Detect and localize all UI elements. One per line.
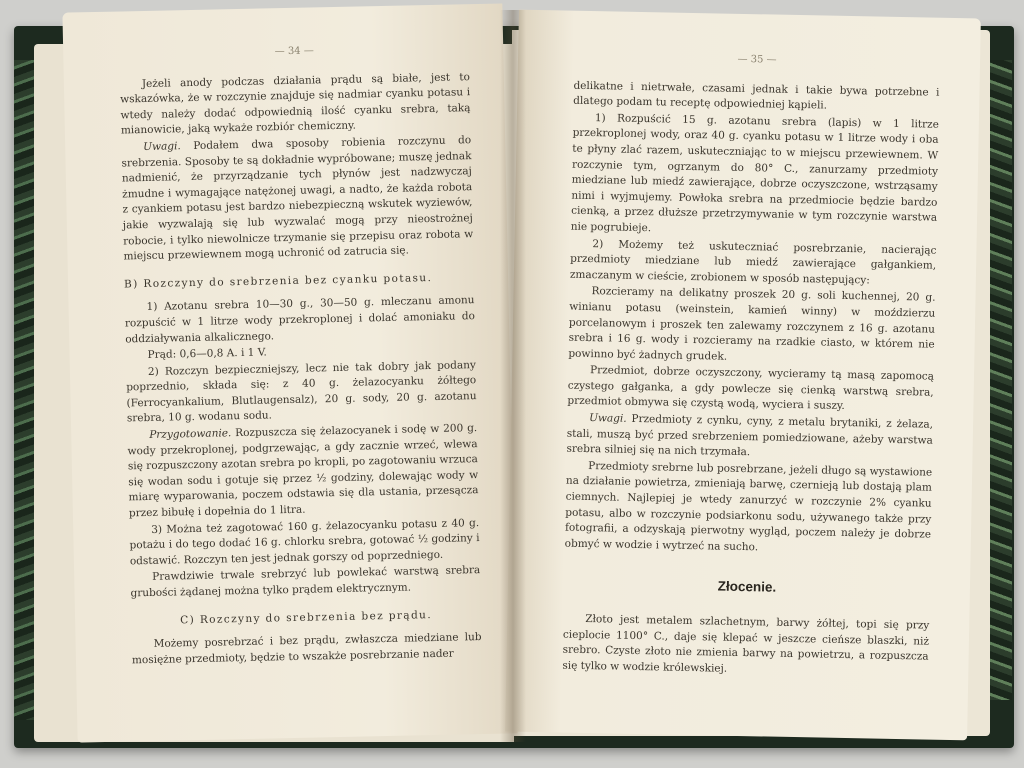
section-title-zlocenie: Złocenie.	[717, 578, 777, 596]
page-number-left: — 34 —	[274, 45, 314, 58]
paragraph: Rozcieramy na delikatny proszek 20 g. soli kuchennej, 20 g. winianu potasu (weinstein, kamień winny) w moździerzu porcelanowym i proszek ten zalewamy rozczynem z 16 g. azotanu srebra i 16 g. wody i rozcieramy na rzadkie ciasto, w którem nie powinno być żadnych grudek.	[568, 285, 936, 363]
paragraph: Przedmioty srebrne lub posrebrzane, jeżeli długo są wystawione na działanie powietrza, zmieniają barwę, czernieją lub dostają plam ciemnych. Najlepiej je wtedy zanurzyć w rozczynie 2% cyanku potasu, albo w rozczynie podsiarkonu sodu, używanego także przy fotografii, a odzyskają pierwotny wygląd, poczem należy je dobrze obmyć w wodzie i wytrzeć na sucho.	[564, 459, 933, 554]
paragraph: 2) Możemy też uskuteczniać posrebrzanie, nacierając przedmioty miedziane lub miedź zawierające gałgankiem, zmaczanym w cieście, zrobionem w sposób następujący:	[569, 237, 937, 287]
paragraph-text: Podałem dwa sposoby robienia rozczynu do srebrzenia. Sposoby te są dokładnie wypróbowane; muszę jednak nadmienić, że przyrządzanie tych płynów jest nadzwyczaj żmudne i wymagające natężonej uwagi, a nadto, że każda robota z cyankiem potasu jest bardzo niebezpieczną wskutek wyziewów, jakie wyzwalają się lub wyzwalać mogą przy nieostrożnej robocie, i tylko niewolnicze trzymanie się przepisu oraz robota w miejscu przewiewnem mogą uchronić od zatrucia się.	[121, 134, 474, 263]
section-heading-b-text: B) Rozczyny do srebrzenia bez cyanku potasu.	[123, 271, 433, 291]
paragraph	[121, 133, 474, 265]
paragraph: delikatne i nietrwałe, czasami jednak i takie bywa potrzebne i dlatego podam tu receptę odpowiedniej kąpieli.	[573, 79, 940, 112]
paragraph: Przedmiot, dobrze oczyszczony, wycieramy tą masą zapomocą czystego gałganka, a gdy powlecze się cienką warstwą srebra, przedmiot obmywa się czystą wodą, wyciera i suszy.	[567, 364, 935, 413]
paragraph: Prąd: 0,6—0,8 A. i 1 V.	[147, 346, 267, 362]
label-przygotowanie: Przygotowanie.	[149, 427, 232, 442]
paragraph: Prawdziwie trwale srebrzyć lub powlekać warstwą srebra grubości żądanej można tylko prądem elektrycznym.	[130, 564, 481, 600]
page-number-right: — 35 —	[737, 53, 777, 66]
right-page	[505, 10, 981, 741]
book-gutter	[500, 10, 526, 742]
left-page	[62, 3, 517, 742]
paragraph: 2) Rozczyn bezpieczniejszy, lecz nie tak dobry jak podany poprzednio, składa się: z 40 g. żelazocyanku żółtego (Ferrocyankalium, Blutlaugensalz), 20 g. sody, 20 g. azotanu srebra, 10 g. wodanu sodu.	[126, 358, 477, 425]
paragraph: 1) Rozpuścić 15 g. azotanu srebra (lapis) w 1 litrze przekroplonej wody, oraz 40 g. cyanku potasu w 1 litrze wody i oba te płyny zlać razem, uskuteczniając to w miejscu przewiewnem. W rozczynie tym, ogrzanym do 80° C., zanurzamy przedmioty miedziane lub miedź zawierające, dobrze oczyszczone, wstrząsamy nimi i wyjmujemy. Powłoka srebra na przedmiocie będzie bardzo cienką, a przez dłuższe przetrzymywanie w tym rozczynie warstwa nie pogrubieje.	[570, 111, 939, 235]
paragraph: 3) Można też zagotować 160 g. żelazocyanku potasu z 40 g. potażu i do tego dodać 16 g. chlorku srebra, gotować ½ godziny i odstawić. Rozczyn ten jest jednak gorszy od poprzedniego.	[129, 516, 480, 568]
paragraph: Możemy posrebrzać i bez prądu, zwłaszcza miedziane lub mosiężne przedmioty, będzie to wszakże posrebrzanie nader	[131, 631, 482, 667]
paragraph	[566, 411, 933, 465]
paragraph: Złoto jest metalem szlachetnym, barwy żółtej, topi się przy cieplocie 1100° C., daje się klepać w jeszcze cieńsze blaszki, niż srebro. Czyste złoto nie zmienia barwy na powietrzu, a rozpuszcza się tylko w wodzie królewskiej.	[562, 613, 930, 675]
paragraph: 1) Azotanu srebra 10—30 g., 30—50 g. mleczanu amonu rozpuścić w 1 litrze wody przekroplonej i dolać amoniaku do oddziaływania alkalicznego.	[124, 294, 475, 345]
paragraph-text: Przedmioty z cynku, cyny, z metalu brytaniki, z żelaza, stali, muszą być przed srebrzeniem pomiedziowane, ażeby warstwa srebra silniej się na nich trzymała.	[566, 412, 934, 459]
paragraph: Jeżeli anody podczas działania prądu są białe, jest to wskazówka, że w rozczynie znajduje się nadmiar cyanku potasu i wtedy należy dodać odpowiednią ilość cyanku srebra, taką mianowicie, jaką wykaże rozbiór chemiczny.	[120, 70, 471, 137]
section-heading-b	[124, 270, 474, 293]
paragraph-text: Rozpuszcza się żelazocyanek i sodę w 200 g. wody przekroplonej, podgrzewając, a gdy zacznie wrzeć, wlewa się rozpuszczony azotan srebra po kropli, po zagotowaniu wrzuca się wodan sodu i gotuje się przez ½ godziny, dolewając wody w miarę wyparowania, poczem odstawia się dla ustania, przesącza przez bibułę i dopełnia do 1 litra.	[127, 422, 479, 520]
label-uwagi: Uwagi.	[589, 412, 627, 425]
paragraph	[127, 421, 479, 522]
label-uwagi: Uwagi.	[143, 140, 181, 153]
section-heading-c-text: C) Rozczyny do srebrzenia bez prądu.	[180, 608, 433, 626]
section-heading-c	[131, 607, 481, 630]
